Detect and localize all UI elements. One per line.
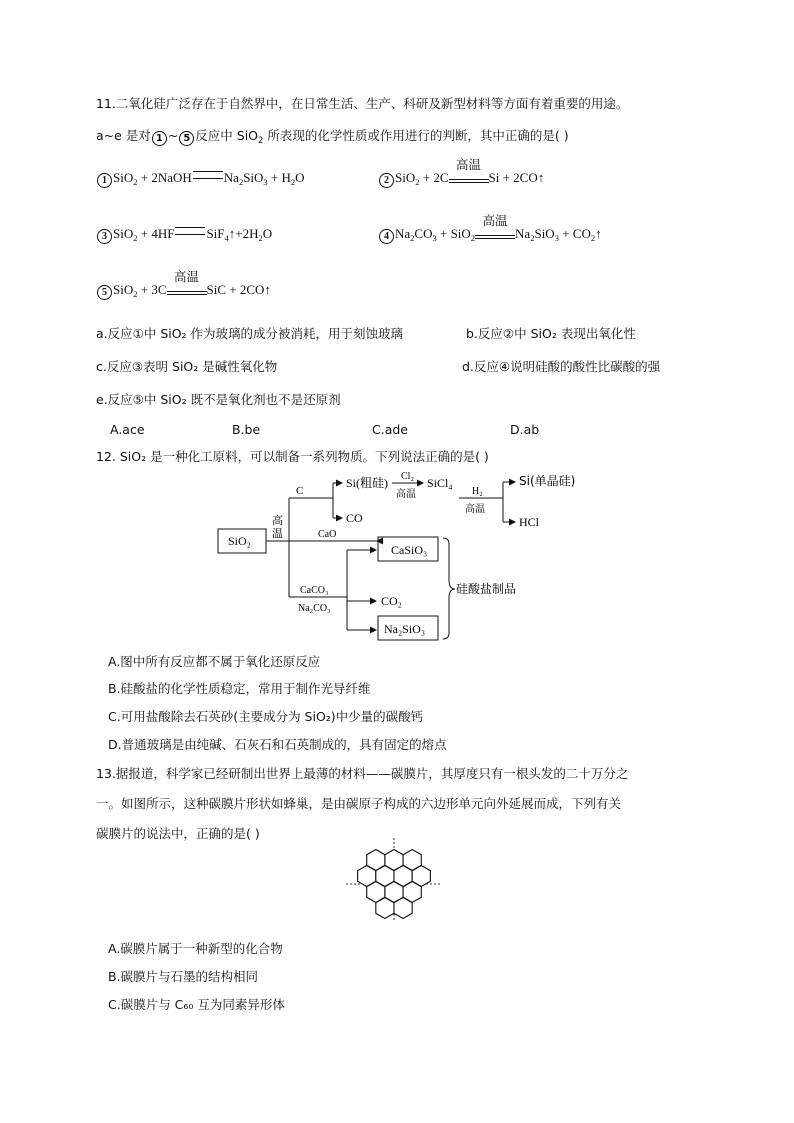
- q11-option-a[interactable]: A.ace: [110, 422, 145, 437]
- gaowen-label-top: 高: [272, 514, 283, 527]
- q13-stem-line1: 13.据报道，科学家已经研制出世界上最薄的材料——碳膜片，其厚度只有一根头发的二十万分之: [96, 766, 629, 781]
- q11-option-d[interactable]: D.ab: [510, 422, 540, 437]
- q11-judgement-b: b.反应②中 SiO₂ 表现出氧化性: [466, 326, 636, 341]
- cao-label: CaO: [318, 529, 337, 540]
- q11-option-b[interactable]: B.be: [232, 422, 261, 437]
- cond-hot-label-1: 高温: [396, 489, 416, 500]
- equation-2: 2 SiO$_2$ + 2C 高温 Si + 2CO↑: [378, 170, 544, 188]
- hexagon-cell: [394, 898, 412, 919]
- silicate-products-label: 硅酸盐制品: [456, 582, 517, 596]
- q11-stem-line1: 11.二氧化硅广泛存在于自然界中，在日常生活、生产、科研及新型材料等方面有着重要的用途。: [96, 96, 629, 111]
- q12-option-d[interactable]: D.普通玻璃是由纯碱、石灰石和石英制成的，具有固定的熔点: [108, 737, 447, 752]
- q13-option-b[interactable]: B.碳膜片与石墨的结构相同: [108, 969, 259, 984]
- cond-hot-label-2: 高温: [465, 504, 485, 515]
- equation-3: 3 SiO$_2$ + 4HF $SiF_4↑+2H_2O$: [96, 226, 272, 244]
- hexagon-cell: [376, 898, 394, 919]
- hcl-label: HCl: [519, 515, 540, 529]
- na2co3-label: Na₂CO₃: [298, 603, 331, 614]
- honeycomb-diagram: [344, 838, 444, 922]
- co-label: CO: [346, 511, 363, 525]
- q11-stem-line2: a~e 是对 1 ~ 5 反应中 SiO$_2$ 所表现的化学性质或作用进行的判断，其中正确的是( ): [96, 128, 569, 146]
- equation-4: 4 $Na_2CO_3 + SiO_2$ 高温 $Na_2SiO_3$ + $CO_2↑$: [378, 226, 602, 244]
- q11-judgement-d: d.反应④说明硅酸的酸性比碳酸的强: [462, 359, 661, 374]
- sicl4-label: SiCl₄: [427, 476, 453, 490]
- q12-option-a[interactable]: A.图中所有反应都不属于氧化还原反应: [108, 654, 321, 669]
- c-label: C: [296, 485, 304, 497]
- sio2-flow-diagram: [210, 470, 590, 645]
- gaowen-label-bottom: 温: [272, 527, 283, 540]
- q12-option-b[interactable]: B.硅酸盐的化学性质稳定，常用于制作光导纤维: [108, 681, 371, 696]
- cl2-label: Cl₂: [401, 471, 414, 482]
- si-crude-label: Si(粗硅): [346, 476, 389, 490]
- q12-stem: 12. SiO₂ 是一种化工原料，可以制备一系列物质。下列说法正确的是( ): [96, 449, 489, 464]
- equation-5: 5 SiO$_2$ + 3C 高温 SiC + 2CO↑: [96, 282, 271, 300]
- caco3-label: CaCO₃: [300, 585, 329, 596]
- equation-1: 1 SiO$_2$ + 2NaOH $Na_2SiO_3 + H_2O$: [96, 170, 305, 188]
- co2-label: CO₂: [381, 594, 402, 608]
- sio2-label: SiO₂: [228, 534, 251, 548]
- casio3-label: CaSiO₃: [391, 543, 428, 557]
- q13-option-a[interactable]: A.碳膜片属于一种新型的化合物: [108, 941, 283, 956]
- q13-stem-line2: 一。如图所示，这种碳膜片形状如蜂巢，是由碳原子构成的六边形单元向外延展而成，下列有关: [96, 796, 622, 811]
- q11-judgement-a: a.反应①中 SiO₂ 作为玻璃的成分被消耗，用于刻蚀玻璃: [96, 326, 404, 341]
- q12-option-c[interactable]: C.可用盐酸除去石英砂(主要成分为 SiO₂)中少量的碳酸钙: [108, 709, 424, 724]
- q13-stem-line3: 碳膜片的说法中，正确的是( ): [96, 826, 260, 841]
- na2sio3-label: Na₂SiO₃: [384, 622, 426, 636]
- q11-judgement-c: c.反应③表明 SiO₂ 是碱性氧化物: [96, 359, 278, 374]
- si-single-label: Si(单晶硅): [519, 474, 576, 488]
- q13-option-c[interactable]: C.碳膜片与 C₆₀ 互为同素异形体: [108, 997, 285, 1012]
- h2-label: H₂: [472, 486, 483, 497]
- q11-judgement-e: e.反应⑤中 SiO₂ 既不是氧化剂也不是还原剂: [96, 392, 341, 407]
- q11-option-c[interactable]: C.ade: [372, 422, 408, 437]
